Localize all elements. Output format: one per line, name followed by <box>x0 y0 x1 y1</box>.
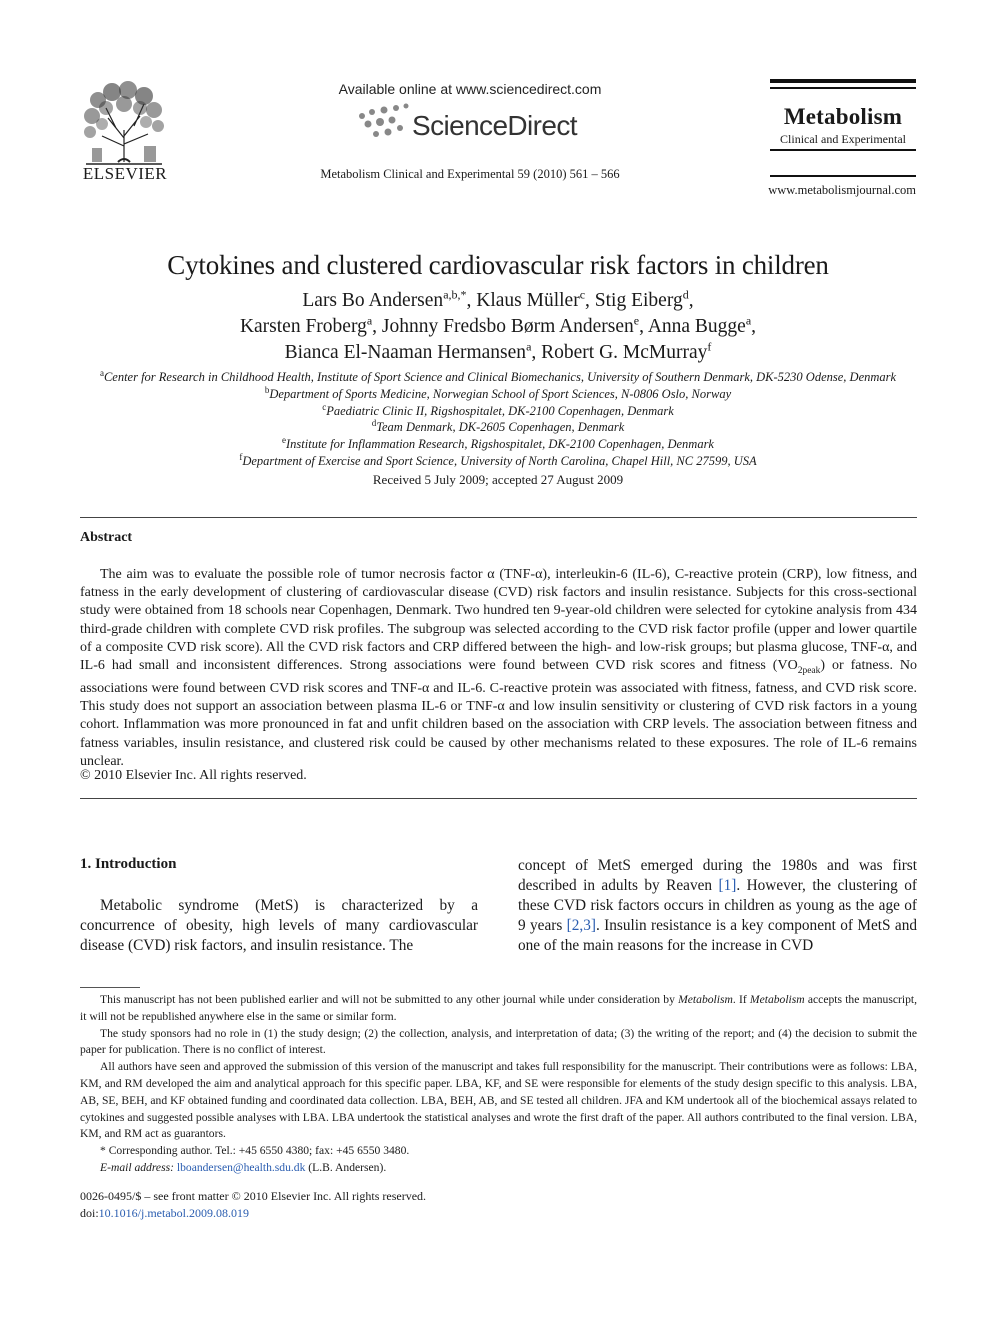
section-heading: 1. Introduction <box>80 856 177 872</box>
author-affil-mark: d <box>682 287 689 302</box>
affiliation-line <box>60 369 936 386</box>
affiliation-text: Department of Sports Medicine, Norwegian School of Sport Sciences, N-0806 Oslo, Norway <box>269 386 732 401</box>
author-affil-mark: e <box>633 313 640 328</box>
author-separator: , <box>372 316 382 337</box>
author-name[interactable]: Anna Bugge <box>647 316 746 337</box>
author-name[interactable]: Lars Bo Andersen <box>302 290 444 311</box>
body-column-right <box>518 856 917 956</box>
email-owner: (L.B. Andersen). <box>305 1160 387 1174</box>
abstract-copyright: © 2010 Elsevier Inc. All rights reserved. <box>80 768 307 783</box>
author-affil-mark: a <box>366 313 373 328</box>
footnotes <box>80 992 917 1177</box>
abstract-heading: Abstract <box>80 530 133 545</box>
affiliation-text: Center for Research in Childhood Health, Institute of Sport Science and Clinical Biomechanics, University of Southern Denmark, DK-5230 Odense, Denmark <box>103 370 897 384</box>
journal-name: Metabolism <box>783 104 903 129</box>
citation-link[interactable]: [2,3] <box>566 917 596 934</box>
author-name[interactable]: Klaus Müller <box>476 290 580 311</box>
masthead-rule <box>770 79 916 83</box>
affiliation-line <box>60 386 936 403</box>
affiliation-mark: f <box>239 451 243 462</box>
affiliation-mark: d <box>371 418 377 429</box>
citation-link[interactable]: [1] <box>718 877 737 894</box>
email-link[interactable]: lboandersen@health.sdu.dk <box>176 1160 306 1174</box>
body-text: . However, the clustering of these CVD risk factors occurs in children as young as the age of 9 years <box>518 877 917 934</box>
affiliation-line <box>60 403 936 420</box>
author-separator: , <box>688 290 694 311</box>
author-separator: , <box>531 342 542 363</box>
affiliation-mark: e <box>282 435 287 446</box>
corresponding-star[interactable]: * <box>460 287 467 302</box>
journal-citation: Metabolism Clinical and Experimental 59 (2010) 561 – 566 <box>320 167 620 181</box>
author-separator: , <box>639 316 648 337</box>
footnote-text: . If <box>732 993 750 1006</box>
author-affil-mark: a <box>745 313 752 328</box>
doi-label: doi: <box>80 1205 99 1220</box>
author-separator: , <box>751 316 757 337</box>
abstract-top-rule <box>80 517 917 518</box>
front-matter <box>80 1188 426 1221</box>
abstract-text-part: The aim was to evaluate the possible role of tumor necrosis factor α (TNF-α), interleukin-6 (IL-6), C-reactive protein (CRP), low fitness, and fatness in the early development of clustering of cardiovascular disease (CVD) risk factors and insulin resistance. Subjects for this cross-sectional study were obtained from 18 schools near Copenhagen, Denmark. Two hundred ten 9-year-old children were selected for cytokine analysis from 434 third-grade children with complete CVD risk profiles. The subgroup was selected according to the CVD risk factor profile (upper and lower quartile of a composite CVD risk score). All the CVD risk factors and CRP differed between the high- and low-risk groups; but plasma glucose, TNF-α, and IL-6 had small and inconsistent differences. Strong associations were found between CVD risk scores and fitness (VO <box>80 567 917 674</box>
affiliation-line <box>60 419 936 436</box>
body-text: . Insulin resistance is a key component of MetS and one of the main reasons for the increase in CVD <box>518 917 917 954</box>
author-affil-mark: c <box>579 287 586 302</box>
author-separator: , <box>585 290 595 311</box>
abstract-bottom-rule <box>80 798 917 799</box>
author-separator: , <box>466 290 477 311</box>
sciencedirect-logo: ScienceDirect <box>412 110 577 141</box>
abstract-text-part: ) or fatness. No associations were found between CVD risk scores and TNF-α and IL-6. C-reactive protein was associated with fitness, fatness, and CVD risk score. This study does not support an association between plasma IL-6 or TNF-α and low insulin sensitivity or clustering of CVD risk factors in a young cohort. Inflammation was more pronounced in fat and unfit children based on the association with CRP levels. The association between fitness and fatness variables, insulin resistance, and clustered risk could be caused by other mechanisms related to these exposures. The role of IL-6 remains unclear. <box>80 658 918 769</box>
abstract-subscript: 2peak <box>797 665 821 676</box>
masthead-rule <box>770 175 916 177</box>
received-dates: Received 5 July 2009; accepted 27 August 2009 <box>372 472 624 487</box>
author-name[interactable]: Johnny Fredsbo Børm Andersen <box>381 316 634 337</box>
footnote: The study sponsors had no role in (1) the study design; (2) the collection, analysis, and interpretation of data; (3) the writing of the report; and (4) the decision to submit the paper for publication. There is no conflict of interest. <box>80 1026 917 1057</box>
masthead-rule <box>770 87 916 89</box>
corresponding-author-note: * Corresponding author. Tel.: +45 6550 4380; fax: +45 6550 3480. <box>100 1144 410 1158</box>
footnote-journal: Metabolism <box>678 993 733 1006</box>
affiliation-mark: a <box>99 367 104 378</box>
author-name[interactable]: Stig Eiberg <box>594 290 683 311</box>
footnote-journal: Metabolism <box>749 993 805 1006</box>
author-name[interactable]: Karsten Froberg <box>239 316 367 337</box>
affiliation-line <box>60 453 936 470</box>
journal-subtitle: Clinical and Experimental <box>780 132 906 146</box>
author-name[interactable]: Bianca El-Naaman Hermansen <box>284 342 527 363</box>
doi-line <box>80 1205 426 1222</box>
body-text: concept of MetS emerged during the 1980s and was first described in adults by Reaven <box>518 857 917 894</box>
footnote: All authors have seen and approved the submission of this version of the manuscript and takes full responsibility for the manuscript. Their contributions were as follows: LBA, KM, and RM developed the aim and analytical approach for this specific paper. LBA, KF, and SE were responsible for elements of the study design specific to this analysis. LBA, AB, SE, BEH, and KF obtained funding and coordinated data collection. LBA, BEH, AB, and SE tested all children. JFA and KM undertook all of the biochemical assays related to cytokines and suggested possible analyses with LBA. LBA undertook the statistical analyses and wrote the first draft of the paper. All authors contributed to the final version. LBA, KM, and RM act as guarantors. <box>80 1060 917 1141</box>
footnote <box>80 992 917 1026</box>
affiliation-text: Department of Exercise and Sport Science, University of North Carolina, Chapel Hill, NC 27599, USA <box>242 453 757 468</box>
body-column-left: Metabolic syndrome (MetS) is characterized by a concurrence of obesity, high levels of many cardiovascular disease (CVD) risk factors, and insulin resistance. The <box>80 897 478 954</box>
email-note <box>80 1160 917 1177</box>
author-list <box>80 288 916 366</box>
affiliation-mark: b <box>264 384 270 395</box>
affiliations <box>60 369 936 470</box>
affiliation-text: Institute for Inflammation Research, Rigshospitalet, DK-2100 Copenhagen, Denmark <box>286 437 714 452</box>
author-affil-mark: f <box>707 339 712 354</box>
footnote-text: This manuscript has not been published earlier and will not be submitted to any other journal while under consideration by <box>100 993 679 1006</box>
doi-link[interactable]: 10.1016/j.metabol.2009.08.019 <box>98 1205 249 1220</box>
issn-line: 0026-0495/$ – see front matter © 2010 Elsevier Inc. All rights reserved. <box>80 1189 427 1203</box>
footnote-rule <box>80 987 140 988</box>
email-label: E-mail address: <box>100 1160 174 1174</box>
footnote-text: accepts the manuscript, it will not be republished anywhere else in the same or similar form. <box>80 993 918 1023</box>
affiliation-text: Team Denmark, DK-2605 Copenhagen, Denmark <box>376 420 625 435</box>
abstract-text <box>80 566 917 771</box>
author-affil-mark: a <box>526 339 532 354</box>
author-name[interactable]: Robert G. McMurray <box>541 342 708 363</box>
affiliation-line <box>60 436 936 453</box>
affiliation-text: Paediatric Clinic II, Rigshospitalet, DK-2100 Copenhagen, Denmark <box>326 403 674 418</box>
available-online-note: Available online at www.sciencedirect.com <box>338 81 602 97</box>
affiliation-mark: c <box>322 401 327 412</box>
elsevier-wordmark: ELSEVIER <box>82 164 168 183</box>
journal-url[interactable]: www.metabolismjournal.com <box>768 183 916 197</box>
masthead-rule <box>770 149 916 151</box>
author-affil-mark: a,b, <box>443 287 461 302</box>
article-title: Cytokines and clustered cardiovascular risk factors in children <box>167 250 829 280</box>
